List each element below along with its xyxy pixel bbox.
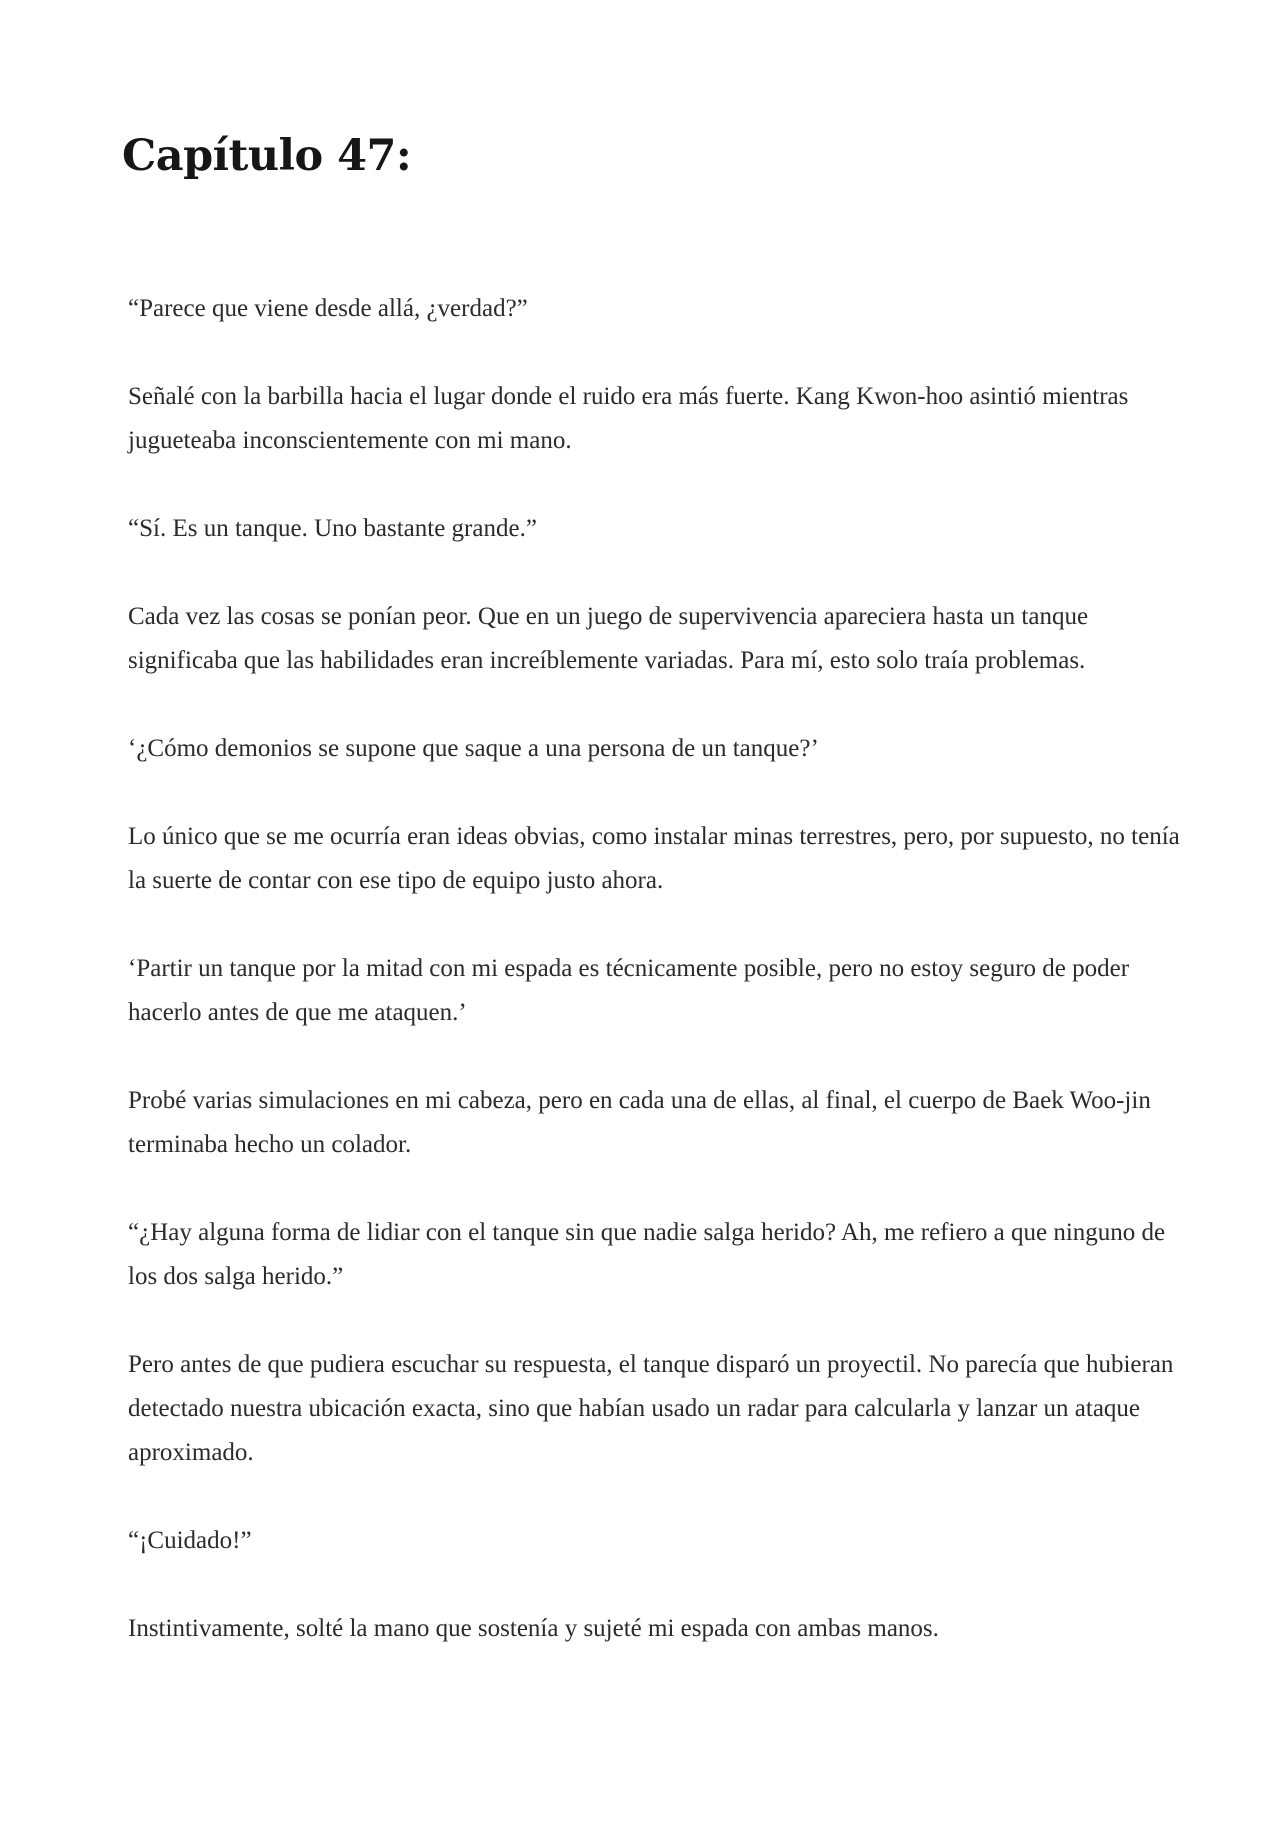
paragraph: “Parece que viene desde allá, ¿verdad?”: [128, 295, 528, 322]
paragraph: “Sí. Es un tanque. Uno bastante grande.”: [128, 515, 537, 542]
paragraph: Lo único que se me ocurría eran ideas obvias, como instalar minas terrestres, pero, por supuesto, no tenía la suerte de contar con ese tipo de equipo justo ahora.: [128, 823, 1180, 894]
paragraph: Probé varias simulaciones en mi cabeza, pero en cada una de ellas, al final, el cuerpo de Baek Woo-jin terminaba hecho un colador.: [128, 1087, 1151, 1158]
paragraph: “¡Cuidado!”: [128, 1527, 252, 1554]
paragraph: ‘Partir un tanque por la mitad con mi espada es técnicamente posible, pero no estoy seguro de poder hacerlo antes de que me ataquen.’: [128, 955, 1130, 1026]
paragraph: ‘¿Cómo demonios se supone que saque a una persona de un tanque?’: [128, 735, 819, 762]
paragraph: Pero antes de que pudiera escuchar su respuesta, el tanque disparó un proyectil. No parecía que hubieran detectado nuestra ubicación exacta, sino que habían usado un radar para calcularla y lanzar un ataque aproximado.: [128, 1351, 1174, 1466]
chapter-title: Capítulo 47:: [122, 131, 412, 181]
chapter-body: [128, 287, 1188, 1651]
paragraph: “¿Hay alguna forma de lidiar con el tanque sin que nadie salga herido? Ah, me refiero a que ninguno de los dos salga herido.”: [128, 1219, 1166, 1290]
paragraph: Señalé con la barbilla hacia el lugar donde el ruido era más fuerte. Kang Kwon-hoo asintió mientras jugueteaba inconscientemente con mi mano.: [128, 383, 1129, 454]
paragraph: Instintivamente, solté la mano que sostenía y sujeté mi espada con ambas manos.: [128, 1615, 939, 1642]
paragraph: Cada vez las cosas se ponían peor. Que en un juego de supervivencia apareciera hasta un tanque significaba que las habilidades eran increíblemente variadas. Para mí, esto solo traía problemas.: [128, 603, 1089, 674]
